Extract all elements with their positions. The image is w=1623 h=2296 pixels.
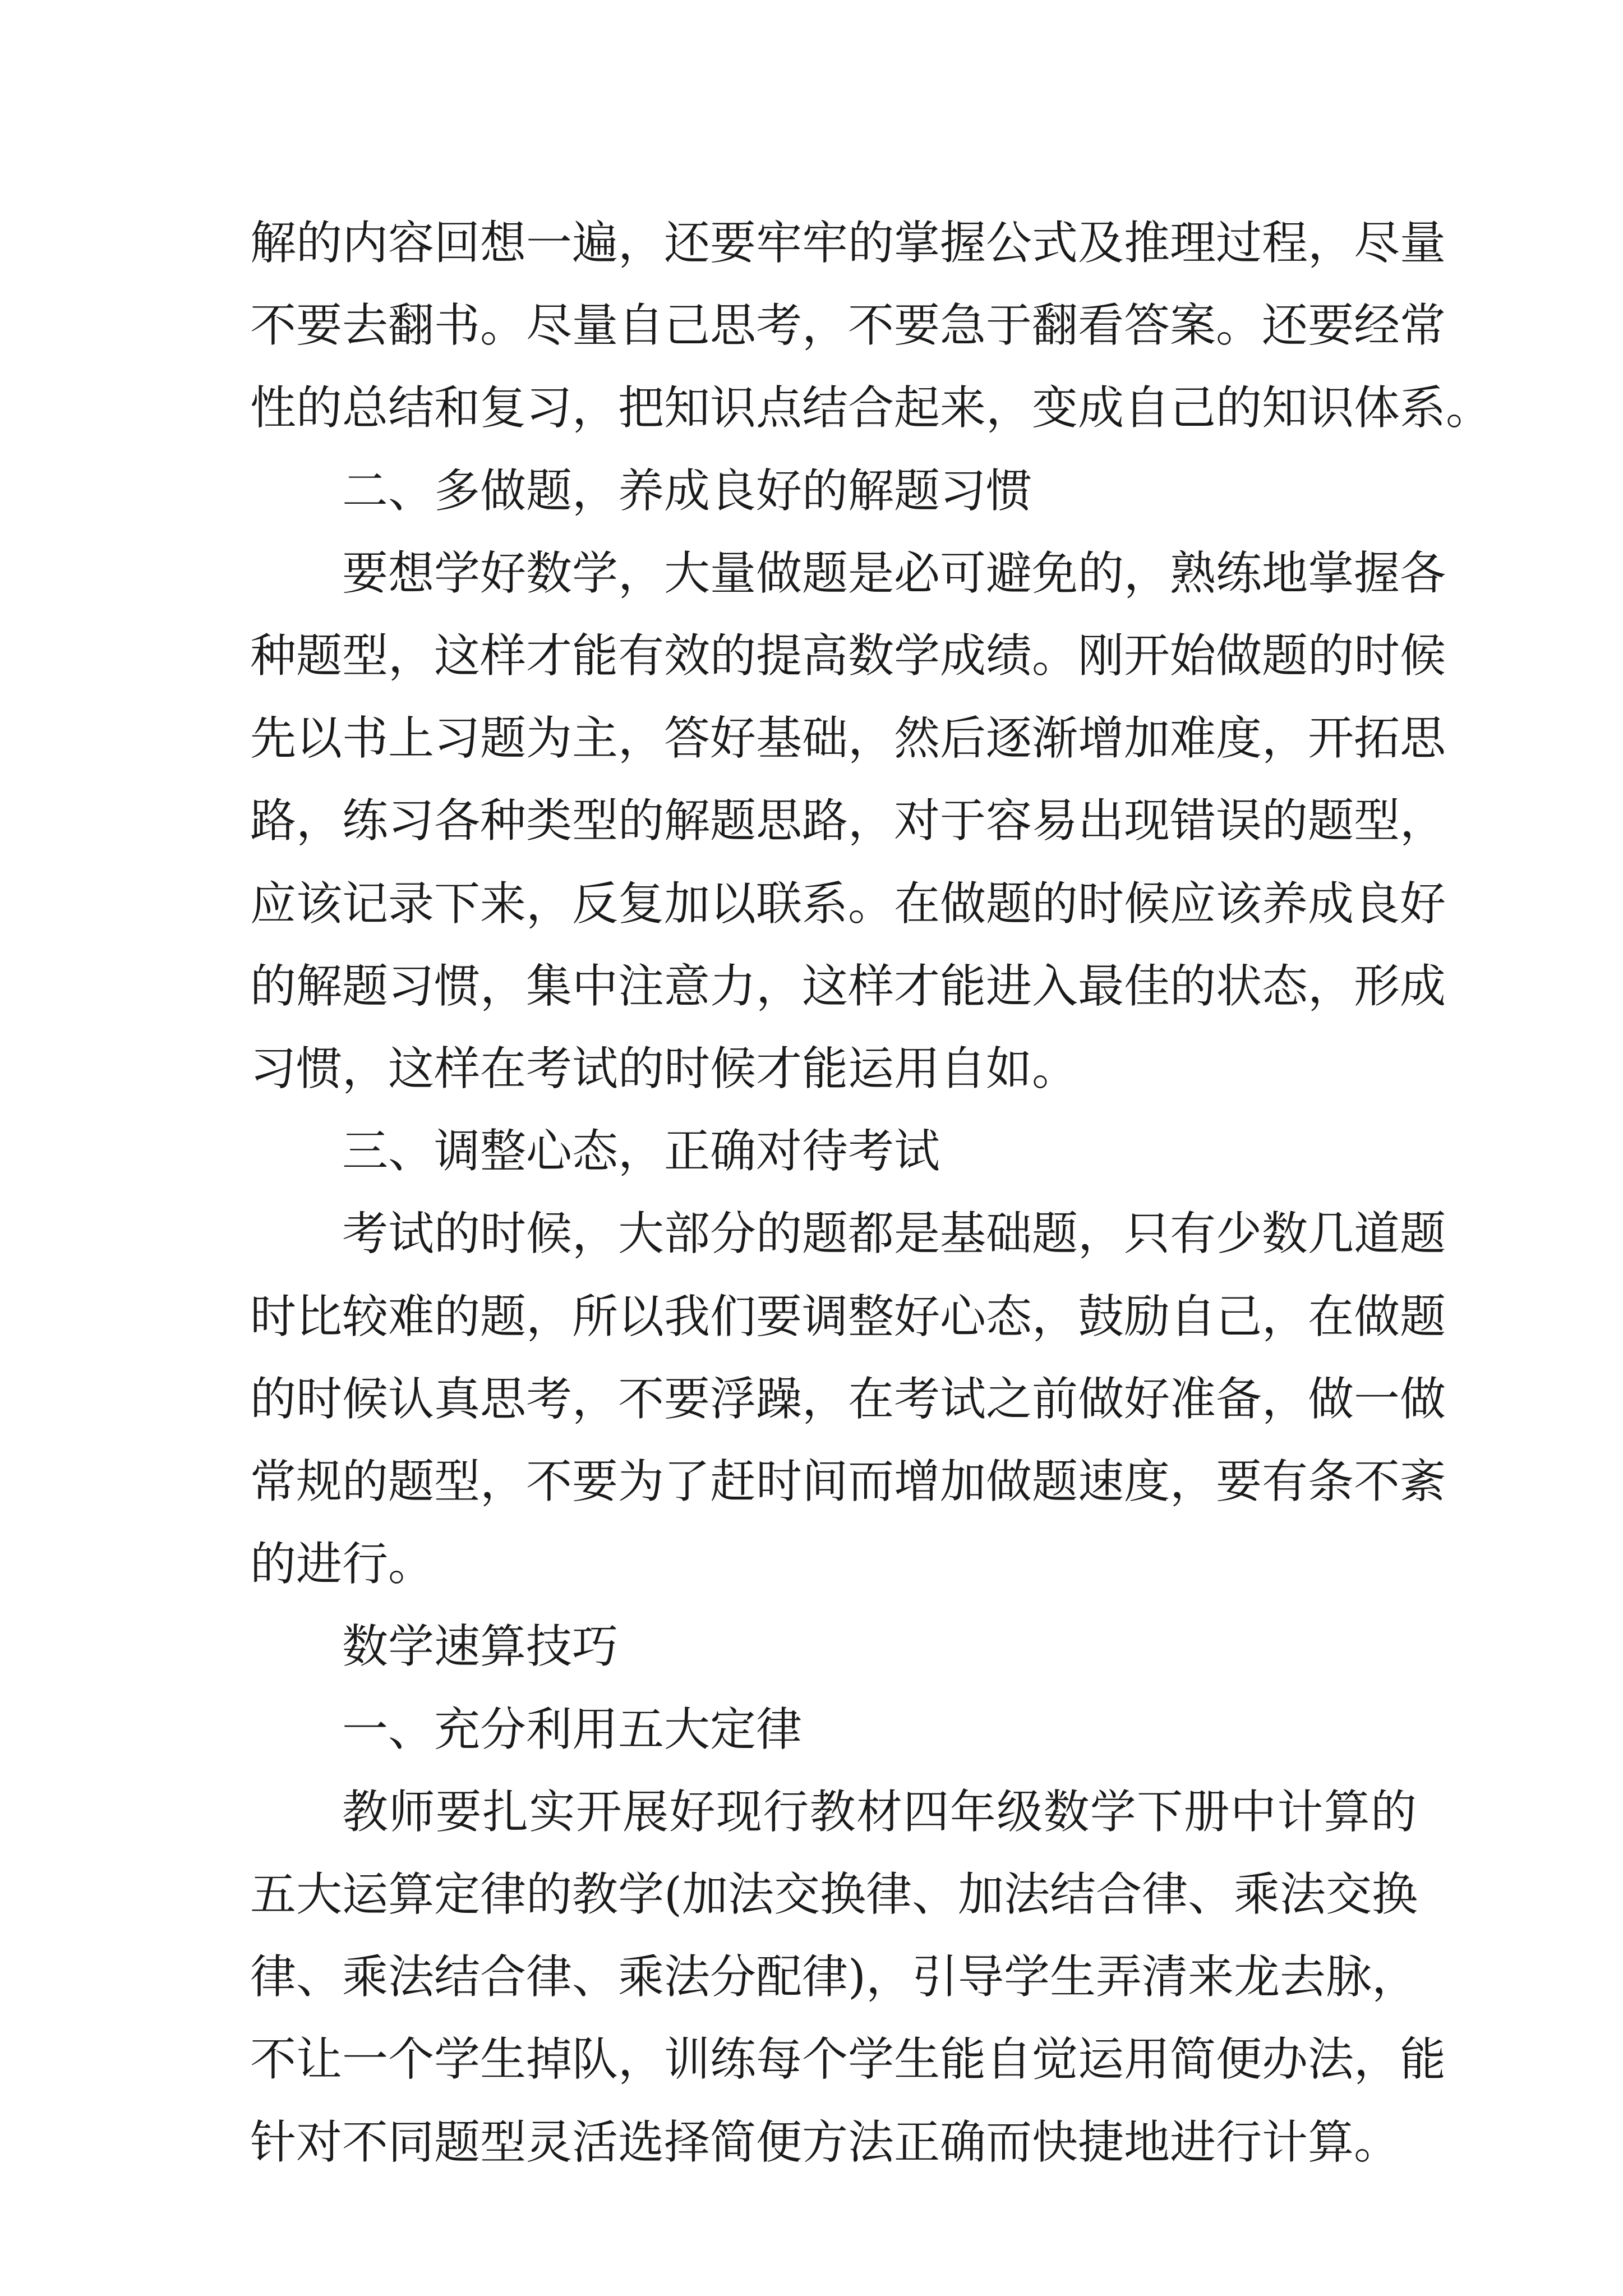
text-line: 要想学好数学，大量做题是必可避免的，熟练地掌握各 xyxy=(342,546,1446,600)
paragraph xyxy=(250,1193,1446,1605)
text-line: 的解题习惯，集中注意力，这样才能进入最佳的状态，形成 xyxy=(250,959,1446,1013)
text-line: 常规的题型，不要为了赶时间而增加做题速度，要有条不紊 xyxy=(250,1455,1446,1509)
text-line: 不让一个学生掉队，训练每个学生能自觉运用简便办法，能 xyxy=(250,2033,1446,2087)
text-line: 路，练习各种类型的解题思路，对于容易出现错误的题型， xyxy=(250,794,1446,848)
text-line: 一、充分利用五大定律 xyxy=(342,1703,803,1756)
text-line: 律、乘法结合律、乘法分配律)，引导学生弄清来龙去脉， xyxy=(250,1950,1418,2004)
text-line: 数学速算技巧 xyxy=(342,1620,619,1674)
text-line: 种题型，这样才能有效的提高数学成绩。刚开始做题的时候 xyxy=(250,629,1446,683)
text-line: 五大运算定律的教学(加法交换律、加法结合律、乘法交换 xyxy=(250,1868,1418,1922)
section-heading xyxy=(250,1688,1417,1771)
paragraph xyxy=(250,202,1492,450)
text-line: 应该记录下来，反复加以联系。在做题的时候应该养成良好 xyxy=(250,877,1446,931)
text-line: 考试的时候，大部分的题都是基础题，只有少数几道题 xyxy=(342,1207,1446,1261)
text-line: 三、调整心态，正确对待考试 xyxy=(342,1125,940,1179)
section-heading xyxy=(250,1605,1417,1688)
text-line: 先以书上习题为主，答好基础，然后逐渐增加难度，开拓思 xyxy=(250,712,1446,766)
text-line: 性的总结和复习，把知识点结合起来，变成自己的知识体系。 xyxy=(250,381,1492,435)
text-line: 时比较难的题，所以我们要调整好心态，鼓励自己，在做题 xyxy=(250,1290,1446,1343)
text-line: 二、多做题，养成良好的解题习惯 xyxy=(342,464,1032,518)
paragraph xyxy=(250,532,1446,1110)
text-line: 习惯，这样在考试的时候才能运用自如。 xyxy=(250,1042,1078,1096)
section-heading xyxy=(250,450,1417,532)
text-line: 教师要扎实开展好现行教材四年级数学下册中计算的 xyxy=(342,1785,1417,1839)
text-line: 的进行。 xyxy=(250,1538,435,1591)
section-heading xyxy=(250,1110,1417,1193)
text-line: 的时候认真思考，不要浮躁，在考试之前做好准备，做一做 xyxy=(250,1372,1446,1426)
paragraph xyxy=(250,1771,1446,2184)
text-line: 针对不同题型灵活选择简便方法正确而快捷地进行计算。 xyxy=(250,2115,1400,2169)
text-line: 不要去翻书。尽量自己思考，不要急于翻看答案。还要经常 xyxy=(250,299,1446,353)
text-line: 解的内容回想一遍，还要牢牢的掌握公式及推理过程，尽量 xyxy=(250,217,1446,270)
document-body xyxy=(250,202,1492,2184)
